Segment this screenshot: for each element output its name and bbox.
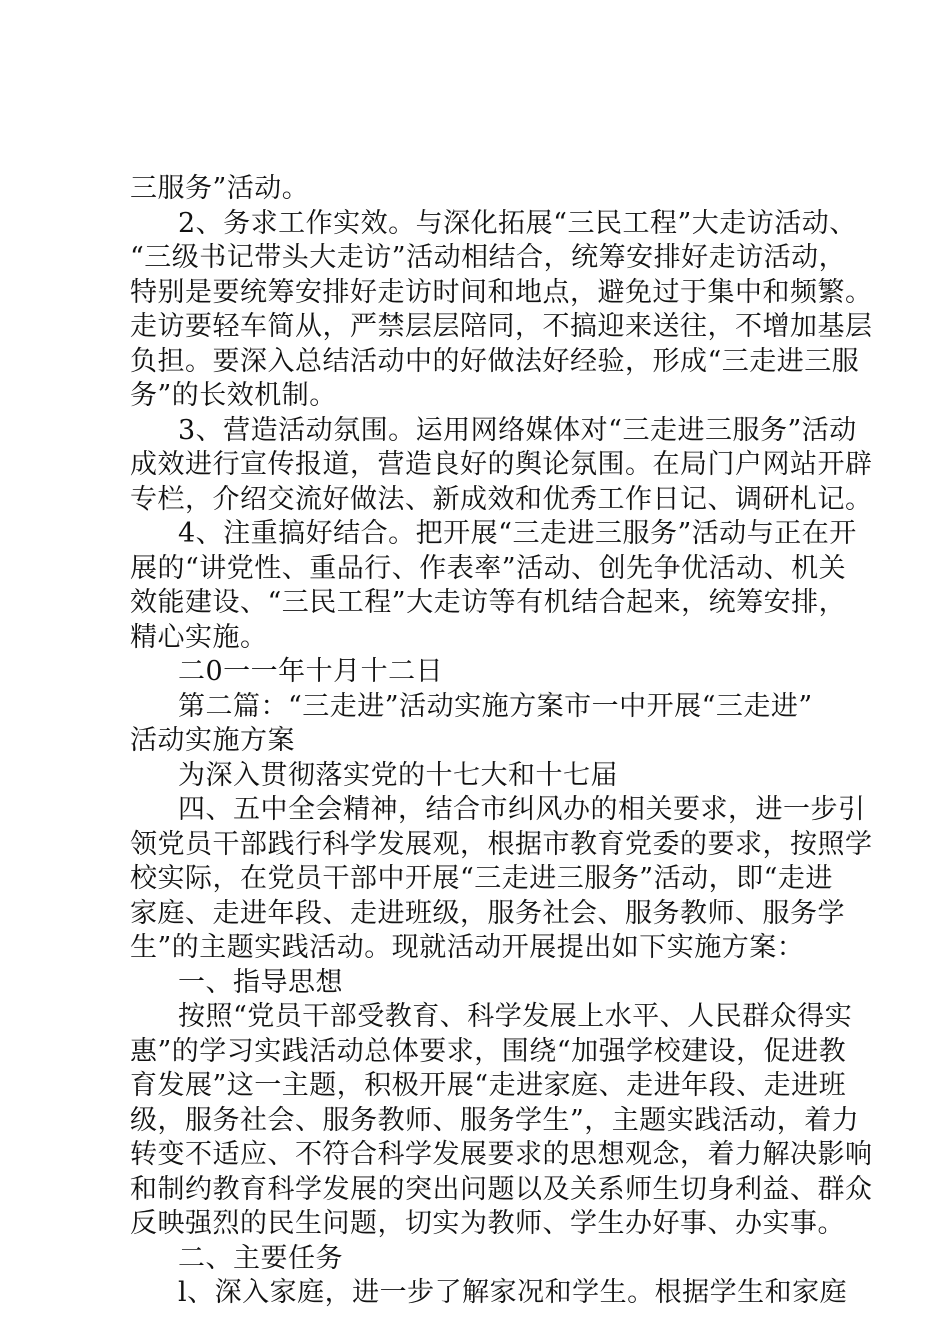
- text-line: 转变不适应、不符合科学发展要求的思想观念，着力解决影响: [130, 1139, 873, 1170]
- text-line: 走访要轻车简从，严禁层层陪同，不搞迎来送往，不增加基层: [130, 311, 873, 342]
- text-line: 家庭、走进年段、走进班级，服务社会、服务教师、服务学: [130, 898, 845, 929]
- subheading: 二、主要任务: [178, 1243, 343, 1274]
- text-line: 精心实施。: [130, 622, 268, 653]
- text-line: 专栏，介绍交流好做法、新成效和优秀工作日记、调研札记。: [130, 484, 873, 515]
- section-heading: 第二篇：“三走进”活动实施方案市一中开展“三走进”: [178, 691, 813, 722]
- text-line: 育发展”这一主题，积极开展“走进家庭、走进年段、走进班: [130, 1070, 847, 1101]
- text-line: 领党员干部践行科学发展观，根据市教育党委的要求，按照学: [130, 829, 873, 860]
- text-line: 三服务”活动。: [130, 173, 310, 204]
- text-line: 四、五中全会精神，结合市纠风办的相关要求，进一步引: [178, 794, 866, 825]
- text-line: 务”的长效机制。: [130, 380, 337, 411]
- text-line: 和制约教育科学发展的突出问题以及关系师生切身利益、群众: [130, 1174, 873, 1205]
- text-line: l、深入家庭，进一步了解家况和学生。根据学生和家庭: [178, 1277, 848, 1308]
- text-line: 惠”的学习实践活动总体要求，围绕“加强学校建设，促进教: [130, 1036, 847, 1067]
- text-line: 为深入贯彻落实党的十七大和十七届: [178, 760, 618, 791]
- text-line: 4、注重搞好结合。把开展“三走进三服务”活动与正在开: [178, 518, 857, 549]
- text-line: 2、务求工作实效。与深化拓展“三民工程”大走访活动、: [178, 208, 857, 239]
- text-line: 按照“党员干部受教育、科学发展上水平、人民群众得实: [178, 1001, 853, 1032]
- text-line: 特别是要统筹安排好走访时间和地点，避免过于集中和频繁。: [130, 277, 873, 308]
- text-line: 生”的主题实践活动。现就活动开展提出如下实施方案：: [130, 932, 805, 963]
- text-line: 成效进行宣传报道，营造良好的舆论氛围。在局门户网站开辟: [130, 449, 873, 480]
- text-line: 3、营造活动氛围。运用网络媒体对“三走进三服务”活动: [178, 415, 857, 446]
- text-line: 反映强烈的民生问题，切实为教师、学生办好事、办实事。: [130, 1208, 845, 1239]
- text-line: “三级书记带头大走访”活动相结合，统筹安排好走访活动，: [130, 242, 847, 273]
- text-line: 负担。要深入总结活动中的好做法好经验，形成“三走进三服: [130, 346, 860, 377]
- date-line: 二0一一年十月十二日: [178, 656, 444, 687]
- subheading: 一、指导思想: [178, 967, 343, 998]
- text-line: 效能建设、“三民工程”大走访等有机结合起来，统筹安排，: [130, 587, 847, 618]
- text-line: 校实际，在党员干部中开展“三走进三服务”活动，即“走进: [130, 863, 833, 894]
- text-line: 展的“讲党性、重品行、作表率”活动、创先争优活动、机关: [130, 553, 847, 584]
- text-line: 级，服务社会、服务教师、服务学生”，主题实践活动，着力: [130, 1105, 860, 1136]
- section-heading: 活动实施方案: [130, 725, 295, 756]
